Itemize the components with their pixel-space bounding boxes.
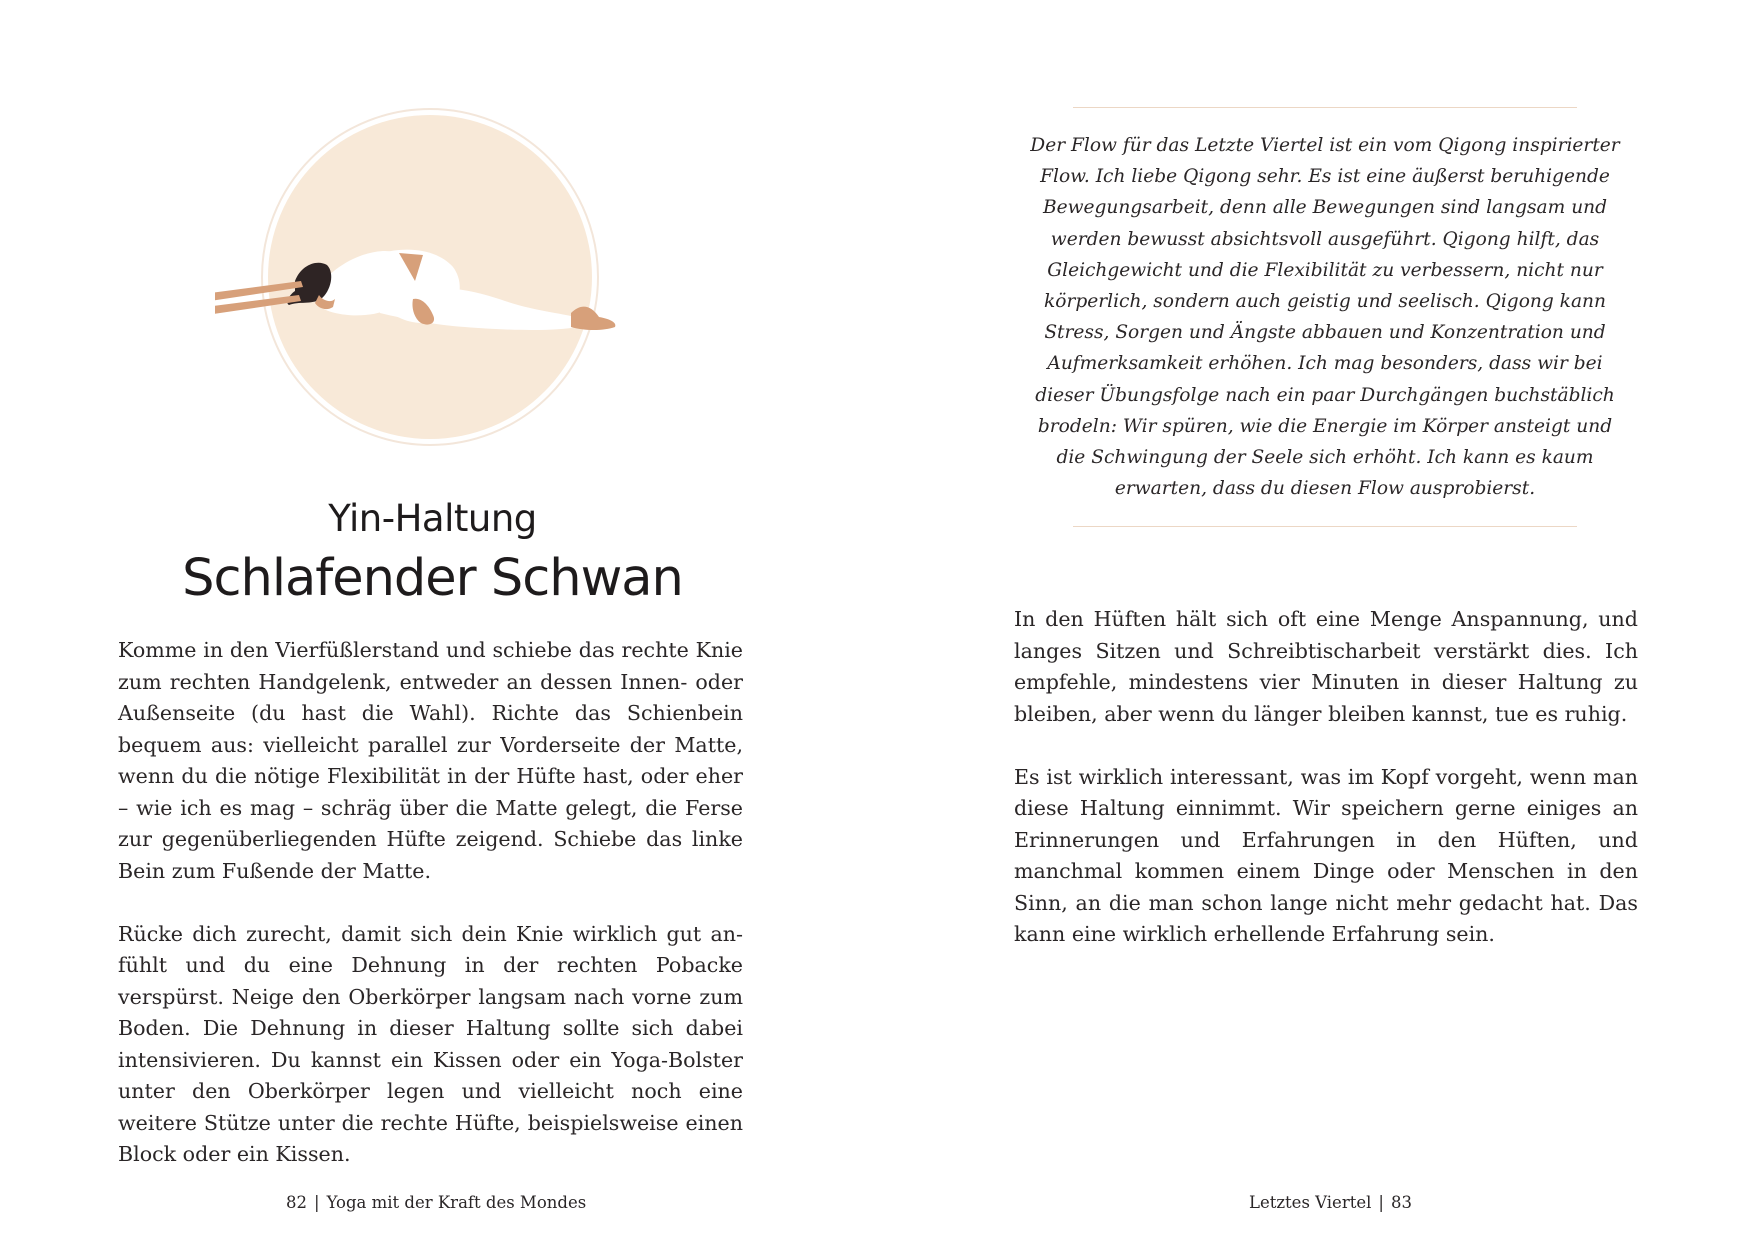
footer-left: [286, 1193, 586, 1212]
footer-separator: |: [314, 1193, 320, 1212]
sleeping-swan-pose-icon: [215, 105, 647, 450]
right-body-text: [1014, 604, 1638, 982]
figure-back-foot: [571, 307, 615, 330]
paragraph: In den Hüften hält sich oft eine Menge Anspannung, und langes Sitzen und Schreibtischarbeit verstärkt dies. Ich empfehle, mindestens vier Minuten in dieser Haltung zu bleiben, aber wenn du länger bleiben kannst, tue es ruhig.: [1014, 607, 1638, 726]
paragraph: Es ist wirklich interessant, was im Kopf vorgeht, wenn man diese Haltung einnimmt. Wir speichern gerne einiges an Erinnerungen und Erfahrungen in den Hüften, und manchmal kommen einem Dinge oder Menschen in den Sinn, an die man schon lange nicht mehr gedacht hat. Das kann eine wirklich erhellende Erfahrung sein.: [1014, 764, 1638, 946]
left-body-text: [118, 635, 743, 1202]
quote-rule-top: [1073, 107, 1577, 108]
footer-right: [1249, 1193, 1412, 1212]
book-title: Yoga mit der Kraft des Mondes: [326, 1193, 587, 1212]
paragraph: Rücke dich zurecht, damit sich dein Knie wirklich gut anfühlt und du eine Dehnung in der rechten Pobacke verspürst. Neige den Oberkörper langsam nach vorne zum Boden. Die Dehnung in dieser Haltung sollte sich dabei intensivieren. Du kannst ein Kissen oder ein Yoga-Bolster unter den Oberkörper legen und vielleicht noch eine weitere Stütze unter die rechte Hüfte, beispielsweise einen Block oder ein Kissen.: [118, 921, 743, 1166]
pose-subtitle: Yin-Haltung: [328, 497, 537, 540]
page-number: 83: [1390, 1193, 1412, 1212]
quote-rule-bottom: [1073, 526, 1577, 527]
pull-quote: Der Flow für das Letzte Viertel ist ein vom Qigong inspirierter Flow. Ich liebe Qigong sehr. Es ist eine äußerst beruhigende Bewegungsarbeit, denn alle Bewegungen sind langsam und werden bewusst absichtsvoll ausgeführt. Qigong hilft, das Gleichgewicht und die Flexibilität zu verbessern, nicht nur körperlich, sondern auch geistig und seelisch. Qigong kann Stress, Sorgen und Ängste abbauen und Konzentration und Aufmerksamkeit erhöhen. Ich mag besonders, dass wir bei dieser Übungsfolge nach ein paar Durchgängen buchstäblich brodeln: Wir spüren, wie die Energie im Körper ansteigt und die Schwingung der Seele sich erhöht. Ich kann es kaum erwarten, dass du diesen Flow ausprobierst.: [1030, 135, 1620, 500]
pose-title: Schlafender Schwan: [182, 549, 683, 608]
paragraph: Komme in den Vierfüßlerstand und schiebe das rechte Knie zum rechten Handgelenk, entweder an dessen Innen- oder Außenseite (du hast die Wahl). Richte das Schienbein bequem aus: vielleicht parallel zur Vorderseite der Matte, wenn du die nötige Flexibilität in der Hüfte hast, oder eher – wie ich es mag – schräg über die Matte gelegt, die Ferse zur gegenüberliegenden Hüfte zeigend. Schiebe das linke Bein zum Fußende der Matte.: [118, 638, 743, 883]
chapter-title: Letztes Viertel: [1249, 1193, 1372, 1212]
page-number: 82: [286, 1193, 307, 1212]
footer-separator: |: [1378, 1193, 1384, 1212]
